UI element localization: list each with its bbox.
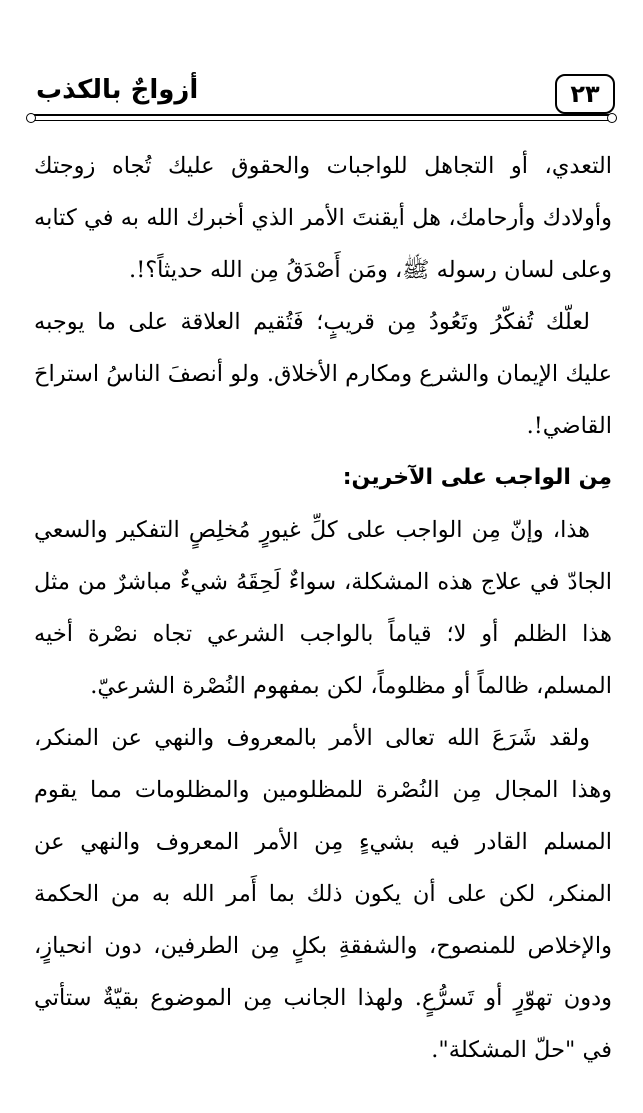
paragraph-continued: التعدي، أو التجاهل للواجبات والحقوق عليك تُجاه زوجتك وأولادك وأرحامك، هل أيقنتَ الأمر الذي أخبرك الله به في كتابه وعلى لسان رسوله ﷺ، ومَن أَصْدَقُ مِن الله حديثاً؟!. xyxy=(34,153,612,283)
header-rule-thin-line xyxy=(32,120,611,121)
paragraph: ولقد شَرَعَ الله تعالى الأمر بالمعروف والنهي عن المنكر، وهذا المجال مِن النُصْرة للمظلومين والمظلومات مما يقوم المسلم القادر فيه بشيءٍ مِن الأمر المعروف والنهي عن المنكر، لكن على أن يكون ذلك بما أَمر الله به من الحكمة والإخلاص للمنصوح، والشفقةِ بكلٍ مِن الطرفين، دون انحيازٍ، ودون تهوّرٍ أو تَسرُّعٍ. ولهذا الجانب مِن الموضوع بقيّةٌ ستأتي في "حلّ المشكلة". xyxy=(34,725,612,1063)
section-heading: مِن الواجب على الآخرين: xyxy=(342,465,612,490)
header-rule-thick-line xyxy=(32,114,611,116)
page-header xyxy=(28,62,615,114)
header-rule xyxy=(28,114,615,124)
paragraph: هذا، وإنّ مِن الواجب على كلِّ غيورٍ مُخلِصٍ التفكير والسعي الجادّ في علاج هذه المشكلة، سواءٌ لَحِقَهُ شيءٌ مباشرٌ من مثل هذا الظلم أو لا؛ قياماً بالواجب الشرعي تجاه نصْرة أخيه المسلم، ظالماً أو مظلوماً، لكن بمفهوم النُصْرة الشرعيّ. xyxy=(34,517,612,699)
page-body xyxy=(34,140,612,1076)
running-title: أزواجٌ بالكذب xyxy=(36,75,199,105)
header-rule-right-ornament xyxy=(607,113,617,123)
page-number: ٢٣ xyxy=(555,74,615,114)
header-rule-left-ornament xyxy=(26,113,36,123)
paragraph: لعلّك تُفكّرُ وتَعُودُ مِن قريبٍ؛ فَتُقيم العلاقة على ما يوجبه عليك الإيمان والشرع ومكارم الأخلاق. ولو أنصفَ الناسُ استراحَ القاضي!. xyxy=(34,309,612,439)
